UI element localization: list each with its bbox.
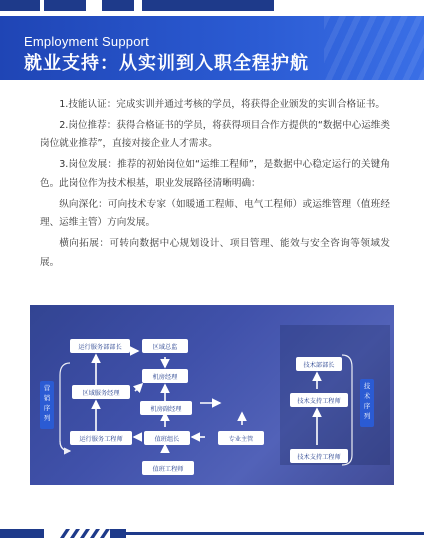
paragraph: 横向拓展：可转向数据中心规划设计、项目管理、能效与安全咨询等领域发展。 — [40, 237, 390, 268]
header-title: 就业支持：从实训到入职全程护航 — [24, 53, 309, 74]
top-bar — [44, 0, 86, 11]
top-bar — [0, 0, 40, 11]
node-tech-support-engineer — [290, 393, 348, 407]
node-room-manager — [142, 369, 188, 383]
header-stripes — [324, 16, 424, 80]
node-label: 值班组长 — [154, 436, 180, 443]
node-region-service-manager — [72, 385, 130, 399]
node-label: 区域服务经理 — [82, 390, 120, 397]
node-label: 机房经理 — [152, 374, 178, 381]
node-region-director — [142, 339, 188, 353]
bottom-decor-bars — [0, 520, 424, 540]
paragraph: 3.岗位发展：推荐的初始岗位如“运维工程师”，是数据中心稳定运行的关键角色。此岗位作为技术根基，职业发展路径清晰明确： — [40, 159, 390, 189]
paragraph: 1.技能认证：完成实训并通过考核的学员，将获得企业颁发的实训合格证书。 — [59, 99, 385, 110]
node-shift-leader — [144, 431, 190, 445]
right-label: 技术序列 — [363, 382, 371, 420]
node-shift-engineer — [142, 461, 194, 475]
node-label: 区域总监 — [152, 344, 178, 351]
node-tech-director — [296, 357, 342, 371]
top-bar — [102, 0, 134, 11]
top-decor-bars — [0, 0, 424, 14]
right-sequence-label — [360, 379, 374, 427]
node-label: 专业主管 — [228, 436, 254, 443]
top-bar — [142, 0, 274, 11]
left-label: 营销序列 — [43, 384, 51, 422]
node-label: 技术支持工程师 — [297, 454, 341, 461]
node-label: 运行服务部部长 — [78, 344, 122, 351]
node-ops-service-engineer — [70, 431, 132, 445]
paragraph: 纵向深化：可向技术专家（如暖通工程师、电气工程师）或运维管理（值班经理、运维主管）方向发展。 — [40, 198, 390, 229]
node-label: 运行服务工程师 — [79, 436, 123, 443]
node-tech-support-engineer — [290, 449, 348, 463]
left-sequence-label — [40, 381, 54, 429]
node-label: 值班工程师 — [152, 466, 184, 473]
paragraph: 2.岗位推荐：获得合格证书的学员，将获得项目合作方提供的“数据中心运维类岗位就业推荐”，直接对接企业人才需求。 — [40, 119, 390, 150]
node-label: 技术部部长 — [303, 362, 335, 369]
node-specialist-supervisor — [218, 431, 264, 445]
node-label: 技术支持工程师 — [297, 398, 341, 405]
section-header — [0, 16, 424, 80]
career-path-diagram — [30, 305, 394, 485]
header-subtitle-en: Employment Support — [24, 34, 149, 49]
node-label: 机房副经理 — [150, 406, 182, 413]
career-path-svg — [30, 305, 394, 485]
node-room-deputy-manager — [140, 401, 192, 415]
node-ops-service-director — [70, 339, 130, 353]
body-text — [40, 96, 390, 274]
